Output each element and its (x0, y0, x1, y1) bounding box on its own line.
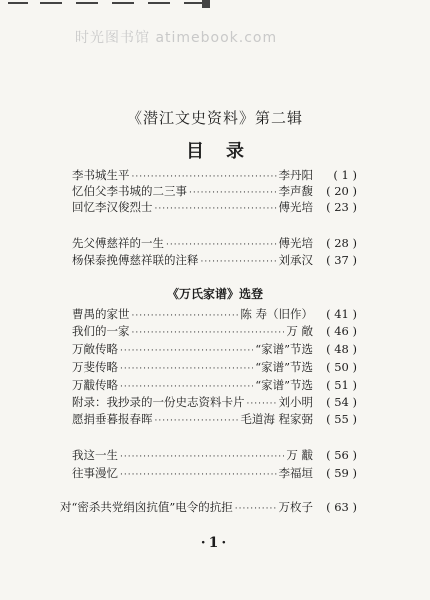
toc-entry[interactable] (72, 341, 357, 357)
entry-author: “家谱”节选 (255, 342, 313, 356)
dot-leader (120, 364, 253, 374)
dot-leader (247, 399, 277, 409)
entry-page: ( 51 ) (326, 378, 357, 392)
entry-page: ( 20 ) (326, 184, 357, 198)
entry-title: 万斐传略 (72, 360, 118, 374)
toc-entry[interactable] (72, 235, 357, 251)
book-title: 《潜江文史资料》第二辑 (126, 109, 303, 127)
toc-entry[interactable] (72, 306, 357, 322)
entry-title: 李书城生平 (72, 168, 130, 182)
contents-title: 目录 (186, 141, 266, 162)
entry-title: 我这一生 (72, 448, 118, 462)
toc-entry[interactable] (72, 167, 357, 183)
entry-title: 对“密杀共党绢囟抗值”电令的抗拒 (60, 500, 233, 514)
watermark: 时光图书馆 atimebook.com (75, 30, 278, 46)
dot-leader (201, 257, 277, 267)
entry-page: ( 55 ) (326, 412, 357, 426)
dot-leader (132, 172, 277, 182)
entry-page: ( 50 ) (326, 360, 357, 374)
entry-author: 刘小明 (278, 395, 313, 409)
toc-entry[interactable] (72, 447, 357, 463)
toc-entry[interactable] (60, 499, 357, 515)
dot-leader (132, 328, 285, 338)
entry-title: 回忆李汉俊烈士 (72, 200, 153, 214)
dot-leader (155, 204, 277, 214)
entry-page: ( 56 ) (326, 448, 357, 462)
entry-page: ( 59 ) (326, 466, 357, 480)
dot-leader (120, 346, 253, 356)
dot-leader (166, 240, 277, 250)
entry-page: ( 37 ) (326, 253, 357, 267)
entry-page: ( 54 ) (326, 395, 357, 409)
dot-leader (155, 416, 239, 426)
toc-entry[interactable] (72, 359, 357, 375)
entry-title: 杨保泰挽傅慈祥联的注释 (72, 253, 199, 267)
entry-page: ( 23 ) (326, 200, 357, 214)
entry-author: “家谱”节选 (255, 378, 313, 392)
dot-leader (120, 382, 253, 392)
entry-author: 万 敞 (286, 324, 313, 338)
top-border-marks (0, 0, 430, 12)
toc-entry[interactable] (72, 394, 357, 410)
entry-author: 李声馥 (278, 184, 313, 198)
entry-author: 李丹阳 (278, 168, 313, 182)
toc-entry[interactable] (72, 199, 357, 215)
entry-author: 陈 寿（旧作） (240, 307, 313, 321)
entry-page: ( 63 ) (326, 500, 357, 514)
entry-author: 傅光培 (278, 236, 313, 250)
entry-title: 愿捐垂暮报春晖 (72, 412, 153, 426)
page-number: ·1· (200, 535, 230, 551)
entry-page: ( 46 ) (326, 324, 357, 338)
dot-leader (189, 188, 277, 198)
entry-title: 附录：我抄录的一份史志资料卡片 (72, 395, 245, 409)
entry-page: ( 1 ) (333, 168, 357, 182)
entry-page: ( 41 ) (326, 307, 357, 321)
dot-leader (132, 311, 239, 321)
toc-entry[interactable] (72, 377, 357, 393)
toc-entry[interactable] (72, 252, 357, 268)
entry-title: 万敞传略 (72, 342, 118, 356)
entry-title: 万黻传略 (72, 378, 118, 392)
toc-entry[interactable] (72, 323, 357, 339)
entry-author: 万枚子 (278, 500, 313, 514)
dot-leader (235, 504, 277, 514)
entry-title: 往事漫忆 (72, 466, 118, 480)
entry-title: 我们的一家 (72, 324, 130, 338)
toc-entry[interactable] (72, 183, 357, 199)
toc-entry[interactable] (72, 465, 357, 481)
dot-leader (120, 452, 284, 462)
entry-author: 刘承汉 (278, 253, 313, 267)
entry-page: ( 48 ) (326, 342, 357, 356)
entry-author: 李福垣 (278, 466, 313, 480)
entry-title: 曹禺的家世 (72, 307, 130, 321)
entry-author: 万 黻 (286, 448, 313, 462)
entry-title: 忆伯父李书城的二三事 (72, 184, 187, 198)
entry-author: “家谱”节选 (255, 360, 313, 374)
toc-entry[interactable] (72, 411, 357, 427)
entry-author: 毛道海 程家弼 (240, 412, 313, 426)
section-heading: 《万氏家谱》选登 (166, 287, 263, 301)
entry-title: 先父傅慈祥的一生 (72, 236, 164, 250)
entry-page: ( 28 ) (326, 236, 357, 250)
entry-author: 傅光培 (278, 200, 313, 214)
dot-leader (120, 470, 277, 480)
